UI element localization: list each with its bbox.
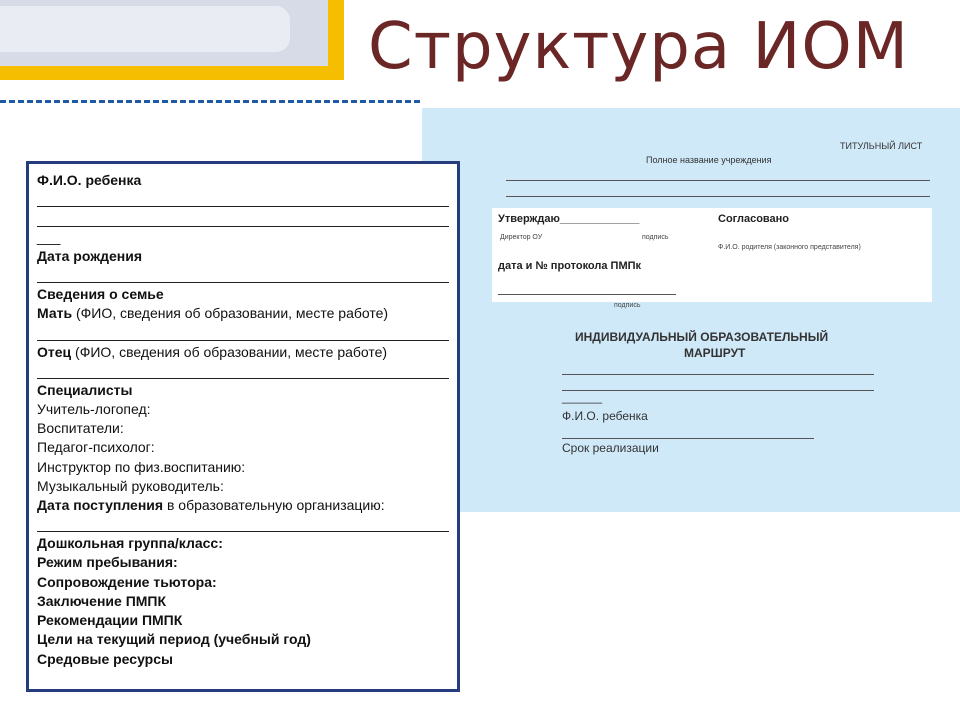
institution-line-1 bbox=[506, 180, 930, 181]
form-item: Заключение ПМПК bbox=[37, 593, 167, 609]
approve-label: Утверждаю_____________ bbox=[498, 213, 640, 225]
fio-line-2 bbox=[37, 226, 449, 227]
specialist-item: Инструктор по физ.воспитанию: bbox=[37, 459, 246, 475]
form-item: Средовые ресурсы bbox=[37, 651, 173, 667]
director-label: Директор ОУ bbox=[500, 234, 543, 241]
specialist-item: Музыкальный руководитель: bbox=[37, 478, 224, 494]
form-item: Рекомендации ПМПК bbox=[37, 612, 183, 628]
route-heading-1: ИНДИВИДУАЛЬНЫЙ ОБРАЗОВАТЕЛЬНЫЙ bbox=[575, 330, 829, 344]
fio-label: Ф.И.О. ребенка bbox=[37, 172, 142, 188]
route-line-3: ______ bbox=[562, 390, 603, 404]
child-name-line bbox=[562, 438, 814, 439]
title-page-panel bbox=[422, 108, 960, 512]
signature-label-2: подпись bbox=[614, 302, 641, 309]
father-line bbox=[37, 378, 449, 379]
dob-line bbox=[37, 282, 449, 283]
dashed-divider bbox=[0, 100, 420, 103]
agreed-label: Согласовано bbox=[718, 213, 790, 225]
header-decoration bbox=[0, 0, 344, 80]
child-name-label: Ф.И.О. ребенка bbox=[562, 409, 648, 423]
admission-line bbox=[37, 531, 449, 532]
fio-line-1 bbox=[37, 206, 449, 207]
mother-label: Мать bbox=[37, 305, 73, 321]
signature-label: подпись bbox=[642, 234, 669, 241]
mother-line bbox=[37, 340, 449, 341]
specialists-label: Специалисты bbox=[37, 382, 133, 398]
route-line-1 bbox=[562, 374, 874, 375]
slide-title: Структура ИОМ bbox=[368, 10, 909, 84]
route-line-2 bbox=[562, 390, 874, 391]
term-label: Срок реализации bbox=[562, 441, 659, 455]
father-label: Отец bbox=[37, 344, 72, 360]
guardian-label: Ф.И.О. родителя (законного представителя) bbox=[718, 244, 861, 251]
form-item: Режим пребывания: bbox=[37, 554, 178, 570]
dob-label: Дата рождения bbox=[37, 248, 143, 264]
admission-label: Дата поступления bbox=[37, 497, 164, 513]
institution-line-2 bbox=[506, 196, 930, 197]
form-item: Цели на текущий период (учебный год) bbox=[37, 631, 311, 647]
title-page-heading: ТИТУЛЬНЫЙ ЛИСТ bbox=[840, 141, 923, 151]
fio-line-3: ___ bbox=[37, 229, 61, 245]
father-desc: (ФИО, сведения об образовании, месте работе) bbox=[71, 344, 388, 360]
admission-desc: в образовательную организацию: bbox=[163, 497, 385, 513]
specialist-item: Воспитатели: bbox=[37, 420, 124, 436]
mother-desc: (ФИО, сведения об образовании, месте работе) bbox=[72, 305, 389, 321]
header-decoration-pill bbox=[0, 6, 290, 52]
specialist-item: Учитель-логопед: bbox=[37, 401, 151, 417]
protocol-label: дата и № протокола ПМПк bbox=[498, 260, 642, 272]
institution-label: Полное название учреждения bbox=[646, 155, 772, 165]
form-box bbox=[26, 161, 460, 692]
route-heading-2: МАРШРУТ bbox=[684, 346, 746, 360]
protocol-line bbox=[498, 294, 676, 295]
form-item: Сопровождение тьютора: bbox=[37, 574, 217, 590]
family-label: Сведения о семье bbox=[37, 286, 164, 302]
form-item: Дошкольная группа/класс: bbox=[37, 535, 223, 551]
specialist-item: Педагог-психолог: bbox=[37, 439, 155, 455]
